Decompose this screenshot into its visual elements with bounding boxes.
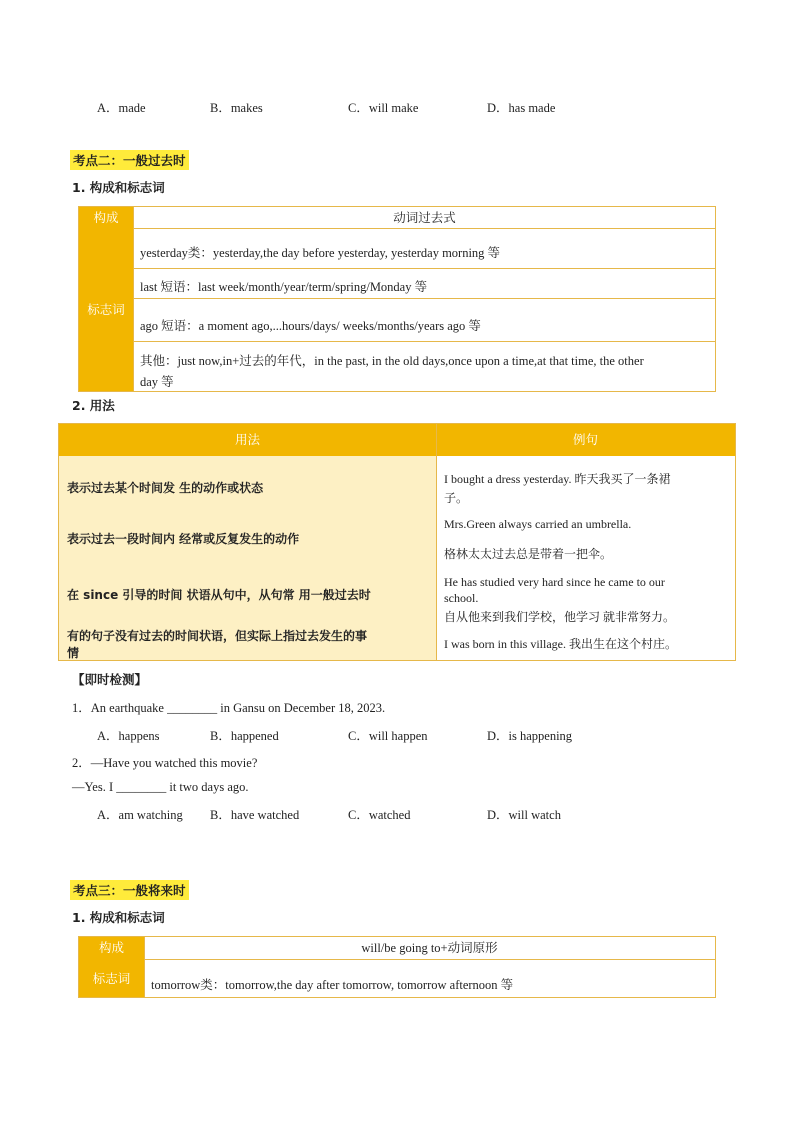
structure-table bbox=[78, 206, 716, 392]
option-b: B．happened bbox=[210, 729, 279, 743]
section-title-past-tense: 考点二：一般过去时 bbox=[70, 150, 189, 170]
example-sentence: I bought a dress yesterday. 昨天我买了一条裙 bbox=[444, 472, 671, 486]
question-2: 2．—Have you watched this movie? bbox=[72, 756, 258, 770]
table-row: yesterday类：yesterday,the day before yesterday, yesterday morning 等 bbox=[140, 246, 501, 260]
example-sentence: school. bbox=[444, 591, 479, 605]
usage-item: 有的句子没有过去的时间状语，但实际上指过去发生的事 bbox=[67, 629, 368, 643]
example-header: 例句 bbox=[436, 424, 735, 456]
usage-item: 在 since 引导的时间 状语从句中，从句常 用一般过去时 bbox=[67, 588, 371, 602]
table-header-left: 构成 bbox=[79, 937, 144, 959]
example-sentence: 自从他来到我们学校，他学习 就非常努力。 bbox=[444, 610, 676, 624]
example-sentence: He has studied very hard since he came to our bbox=[444, 575, 665, 589]
table-row: ago 短语：a moment ago,...hours/days/ weeks/months/years ago 等 bbox=[140, 319, 481, 333]
subheading-structure: 1. 构成和标志词 bbox=[72, 180, 165, 195]
option-a: A．happens bbox=[97, 729, 160, 743]
option-c: C．will make bbox=[348, 101, 419, 115]
example-sentence: 格林太太过去总是带着一把伞。 bbox=[444, 547, 613, 561]
question-1: 1．An earthquake ________ in Gansu on December 18, 2023. bbox=[72, 701, 386, 715]
option-c: C．will happen bbox=[348, 729, 428, 743]
usage-table bbox=[58, 423, 736, 661]
marker-words-label: 标志词 bbox=[79, 959, 144, 997]
usage-item: 表示过去一段时间内 经常或反复发生的动作 bbox=[67, 532, 300, 546]
usage-item: 情 bbox=[67, 646, 80, 660]
subheading-structure: 1. 构成和标志词 bbox=[72, 910, 165, 925]
table-header-right: 动词过去式 bbox=[133, 207, 715, 228]
option-b: B．have watched bbox=[210, 808, 300, 822]
table-row: last 短语：last week/month/year/term/spring/Monday 等 bbox=[140, 280, 428, 294]
option-d: D．has made bbox=[487, 101, 556, 115]
subheading-usage: 2. 用法 bbox=[72, 398, 115, 413]
option-c: C．watched bbox=[348, 808, 411, 822]
table-header-left: 构成 bbox=[79, 207, 133, 228]
future-structure-table bbox=[78, 936, 716, 998]
option-d: D．will watch bbox=[487, 808, 561, 822]
example-sentence: Mrs.Green always carried an umbrella. bbox=[444, 517, 632, 531]
section-title-future-tense: 考点三：一般将来时 bbox=[70, 880, 189, 900]
example-sentence: I was born in this village. 我出生在这个村庄。 bbox=[444, 637, 677, 651]
usage-header: 用法 bbox=[59, 424, 436, 456]
option-a: A．made bbox=[97, 101, 146, 115]
marker-words-label: 标志词 bbox=[79, 228, 133, 391]
option-a: A．am watching bbox=[97, 808, 183, 822]
question-2-response: —Yes. I ________ it two days ago. bbox=[72, 780, 249, 794]
usage-item: 表示过去某个时间发 生的动作或状态 bbox=[67, 481, 264, 495]
table-header-right: will/be going to+动词原形 bbox=[361, 941, 498, 955]
example-sentence: 子。 bbox=[444, 491, 469, 505]
table-row: day 等 bbox=[140, 375, 174, 389]
table-row: tomorrow类：tomorrow,the day after tomorrow, tomorrow afternoon 等 bbox=[151, 978, 514, 992]
option-d: D．is happening bbox=[487, 729, 573, 743]
table-row: 其他：just now,in+过去的年代，in the past, in the old days,once upon a time,at that time, the other bbox=[140, 354, 644, 368]
option-b: B．makes bbox=[210, 101, 263, 115]
quick-check-title: 【即时检测】 bbox=[72, 672, 148, 687]
